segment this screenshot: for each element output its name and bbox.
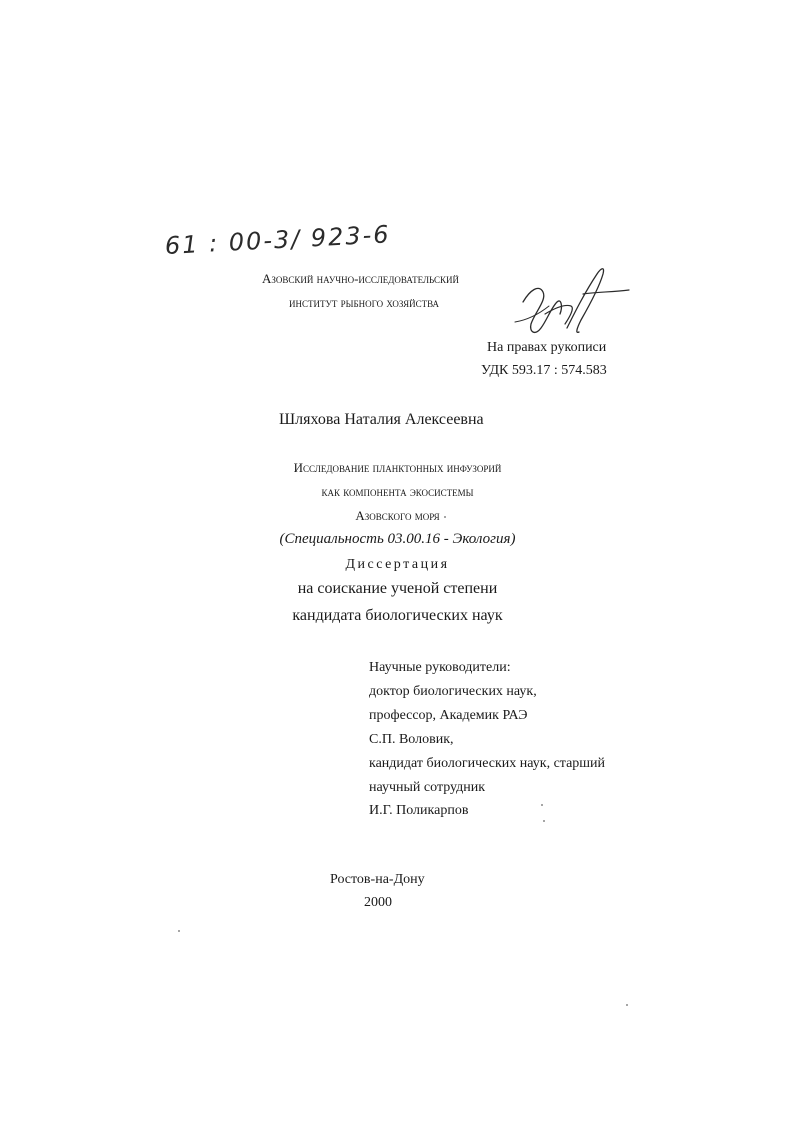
institute-line-1: Азовский научно-исследовательский [262,271,460,286]
specialty: (Специальность 03.00.16 - Экология) [279,531,516,547]
scan-speck [178,930,180,932]
archive-code-handwritten: 61 : 00-3/ 923-6 [164,220,392,260]
institute-line-2: институт рыбного хозяйства [289,295,440,310]
degree-line-1: на соискание ученой степени [297,580,498,597]
supervisors-heading: Научные руководители: [369,660,511,675]
signature-stroke-3 [567,269,604,333]
supervisor-2-title: научный сотрудник [369,780,486,795]
degree-line-2: кандидата биологических наук [292,607,503,624]
signature-stroke-4 [583,290,629,294]
thesis-title-line-1: Исследование планктонных инфузорий [293,460,502,475]
scan-speck [626,1004,628,1006]
author-name: Шляхова Наталия Алексеевна [279,411,484,428]
thesis-title-line-3: Азовского моря [355,508,440,523]
document-type: Диссертация [345,557,450,572]
signature-stroke-5 [515,306,549,322]
supervisor-1-name: С.П. Воловик, [369,732,454,747]
supervisor-2-name: И.Г. Поликарпов [369,803,469,818]
scan-speck [541,804,543,806]
supervisor-1-title: профессор, Академик РАЭ [369,708,528,723]
thesis-title-line-2: как компонента экосистемы [321,484,474,499]
supervisor-1-degree: доктор биологических наук, [369,684,537,699]
signature [505,262,635,344]
udc-code: УДК 593.17 : 574.583 [481,363,607,378]
manuscript-rights-note: На правах рукописи [487,340,607,355]
city: Ростов-на-Дону [330,872,425,887]
scan-speck [543,820,545,822]
supervisor-2-degree: кандидат биологических наук, старший [369,756,606,771]
year: 2000 [364,895,392,910]
scan-speck [444,516,446,518]
